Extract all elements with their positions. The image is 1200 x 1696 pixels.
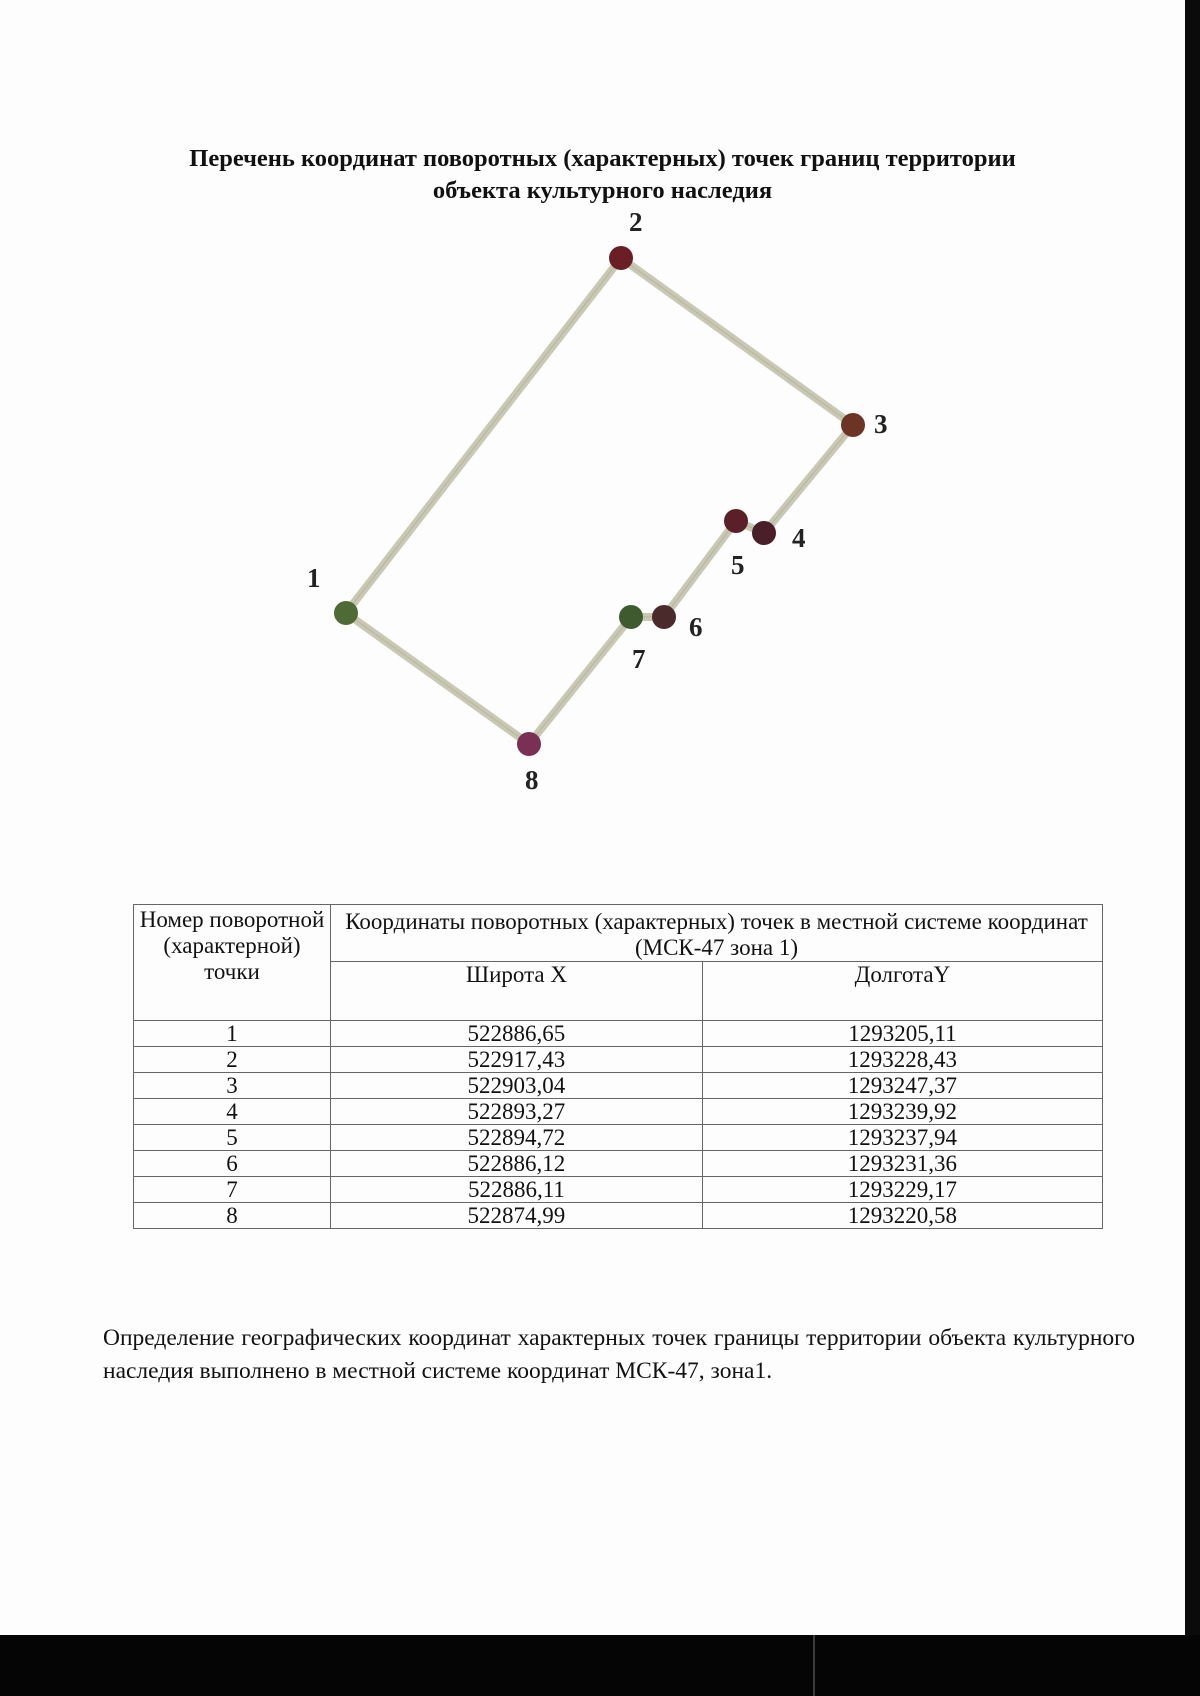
- cell-latitude-x: 522886,65: [331, 1021, 703, 1047]
- header-latitude-x: Широта X: [331, 962, 703, 1021]
- point-label-4: 4: [792, 523, 806, 553]
- table-row: [134, 1125, 1103, 1151]
- cell-latitude-x: 522874,99: [331, 1203, 703, 1229]
- cell-latitude-x: 522893,27: [331, 1099, 703, 1125]
- cell-longitude-y: 1293205,11: [702, 1021, 1102, 1047]
- cell-latitude-x: 522886,11: [331, 1177, 703, 1203]
- table-row: [134, 1073, 1103, 1099]
- title-line-2: объекта культурного наследия: [432, 177, 773, 204]
- point-marker-4: [752, 521, 776, 545]
- point-marker-5: [724, 509, 748, 533]
- point-label-5: 5: [731, 550, 745, 580]
- cell-latitude-x: 522903,04: [331, 1073, 703, 1099]
- cell-point-number: 2: [134, 1047, 331, 1073]
- cell-longitude-y: 1293220,58: [702, 1203, 1102, 1229]
- scan-bottom-edge: [0, 1635, 1200, 1696]
- cell-latitude-x: 522917,43: [331, 1047, 703, 1073]
- point-marker-8: [517, 732, 541, 756]
- point-marker-3: [841, 413, 865, 437]
- cell-point-number: 6: [134, 1151, 331, 1177]
- scan-edge-divider: [813, 1635, 815, 1696]
- scan-right-edge: [1185, 0, 1200, 1635]
- table-header-row-1: [134, 905, 1103, 962]
- cell-point-number: 5: [134, 1125, 331, 1151]
- table-row: [134, 1177, 1103, 1203]
- point-label-3: 3: [874, 409, 888, 439]
- header-longitude-y: ДолготаY: [702, 962, 1102, 1021]
- coordinates-table: [133, 904, 1103, 1229]
- note-paragraph: Определение географических координат характерных точек границы территории объекта культурного наследия выполнено в местной системе координат МСК-47, зона1.: [103, 1325, 1135, 1384]
- point-marker-2: [609, 246, 633, 270]
- cell-point-number: 7: [134, 1177, 331, 1203]
- cell-point-number: 8: [134, 1203, 331, 1229]
- cell-longitude-y: 1293247,37: [702, 1073, 1102, 1099]
- cell-point-number: 3: [134, 1073, 331, 1099]
- point-label-2: 2: [629, 207, 643, 237]
- boundary-polyline: [346, 258, 853, 744]
- title-line-1: Перечень координат поворотных (характерных) точек границ территории: [189, 145, 1016, 172]
- point-label-7: 7: [632, 644, 646, 674]
- cell-latitude-x: 522886,12: [331, 1151, 703, 1177]
- table-row: [134, 1099, 1103, 1125]
- point-label-1: 1: [307, 563, 321, 593]
- boundary-diagram: [0, 0, 1185, 820]
- point-marker-6: [652, 605, 676, 629]
- cell-longitude-y: 1293229,17: [702, 1177, 1102, 1203]
- header-coordinates: Координаты поворотных (характерных) точек в местной системе координат (МСК-47 зона 1): [331, 905, 1103, 962]
- cell-longitude-y: 1293237,94: [702, 1125, 1102, 1151]
- table-row: [134, 1203, 1103, 1229]
- cell-point-number: 1: [134, 1021, 331, 1047]
- point-label-6: 6: [689, 612, 703, 642]
- point-marker-1: [334, 601, 358, 625]
- table-row: [134, 1021, 1103, 1047]
- table-row: [134, 1151, 1103, 1177]
- cell-longitude-y: 1293228,43: [702, 1047, 1102, 1073]
- cell-longitude-y: 1293239,92: [702, 1099, 1102, 1125]
- table-row: [134, 1047, 1103, 1073]
- point-label-8: 8: [525, 765, 539, 795]
- header-point-number: Номер поворотной (характерной) точки: [134, 905, 331, 1021]
- cell-point-number: 4: [134, 1099, 331, 1125]
- cell-longitude-y: 1293231,36: [702, 1151, 1102, 1177]
- cell-latitude-x: 522894,72: [331, 1125, 703, 1151]
- point-marker-7: [619, 605, 643, 629]
